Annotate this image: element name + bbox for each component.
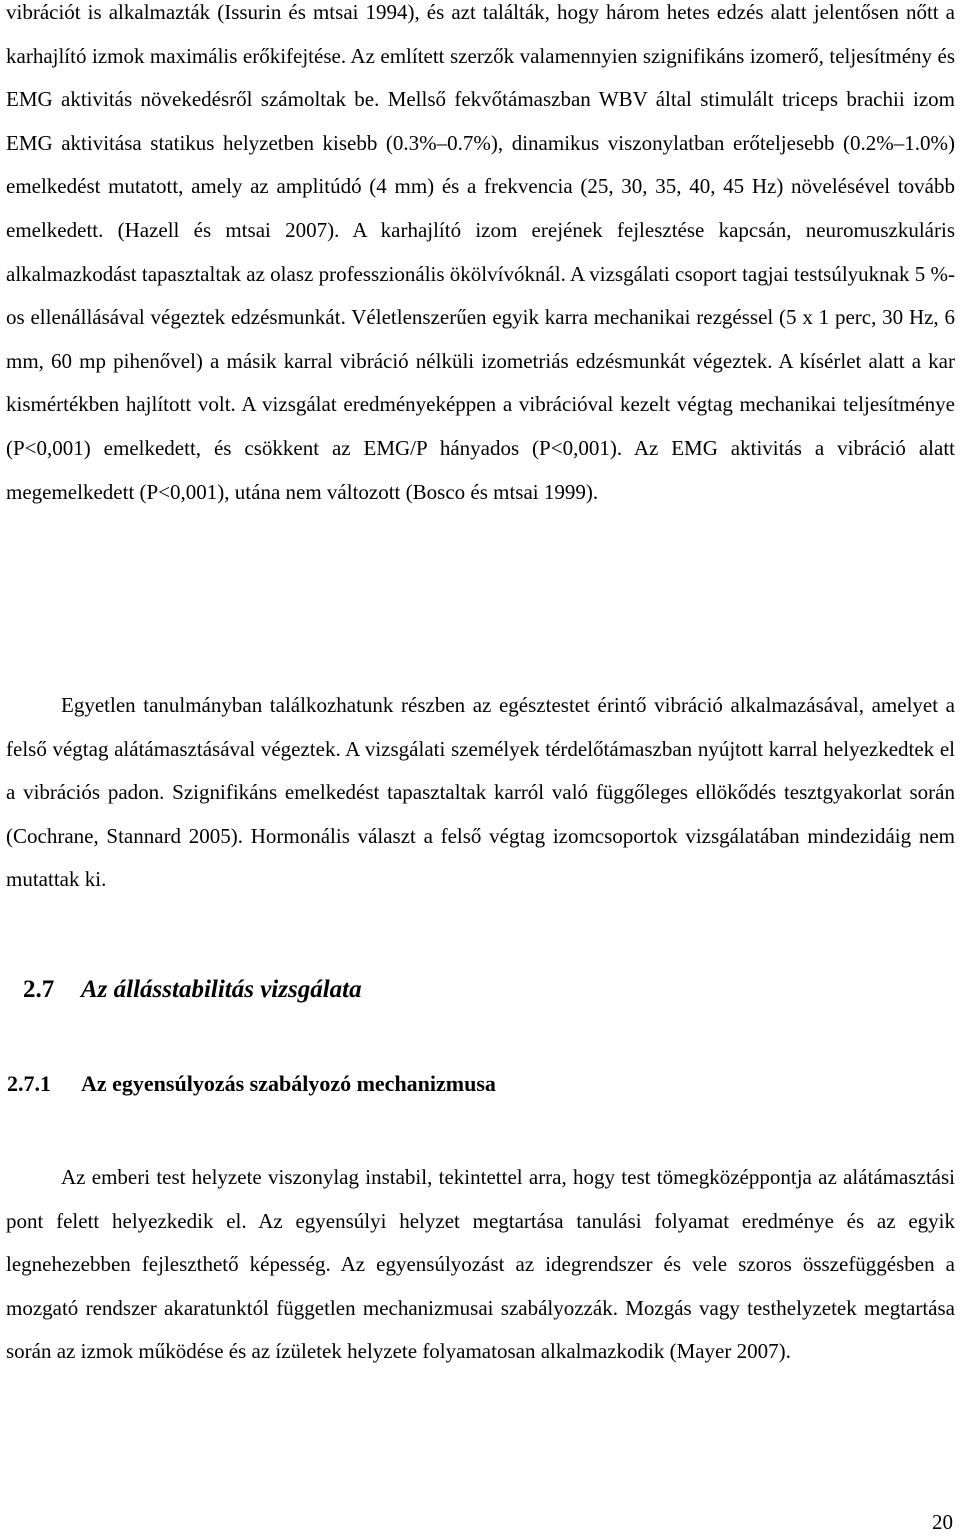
section-number: 2.7 [23,976,55,1003]
subsection-heading [7,1071,496,1097]
subsection-number: 2.7.1 [7,1071,51,1096]
body-paragraph-vibration-studies: vibrációt is alkalmazták (Issurin és mtsai 1994), és azt találták, hogy három hetes edzés alatt jelentősen nőtt a karhajlító izmok maximális erőkifejtése. Az említett szerzők valamennyien szignifikáns izomerő, teljesítmény és EMG aktivitás növekedésről számoltak be. Mellső fekvőtámaszban WBV által stimulált triceps brachii izom EMG aktivitása statikus helyzetben kisebb (0.3%–0.7%), dinamikus viszonylatban erőteljesebb (0.2%–1.0%) emelkedést mutatott, amely az amplitúdó (4 mm) és a frekvencia (25, 30, 35, 40, 45 Hz) növelésével tovább emelkedett. (Hazell és mtsai 2007). A karhajlító izom erejének fejlesztése kapcsán, neuromuszkuláris alkalmazkodást tapasztaltak az olasz professzionális ökölvívóknál. A vizsgálati csoport tagjai testsúlyuknak 5 %-os ellenállásával végeztek edzésmunkát. Véletlenszerűen egyik karra mechanikai rezgéssel (5 x 1 perc, 30 Hz, 6 mm, 60 mp pihenővel) a másik karral vibráció nélküli izometriás edzésmunkát végeztek. A kísérlet alatt a kar kismértékben hajlított volt. A vizsgálat eredményeképpen a vibrációval kezelt végtag mechanikai teljesítménye (P<0,001) emelkedett, és csökkent az EMG/P hányados (P<0,001). Az EMG aktivitás a vibráció alatt megemelkedett (P<0,001), utána nem változott (Bosco és mtsai 1999). [6,0,955,504]
body-paragraph-upper-limb-study: Egyetlen tanulmányban találkozhatunk részben az egésztestet érintő vibráció alkalmazásával, amelyet a felső végtag alátámasztásával végeztek. A vizsgálati személyek térdelőtámaszban nyújtott karral helyezkedtek el a vibrációs padon. Szignifikáns emelkedést tapasztaltak karról való függőleges ellökődés tesztgyakorlat során (Cochrane, Stannard 2005). Hormonális választ a felső végtag izomcsoportok vizsgálatában mindezidáig nem mutattak ki. [6,693,955,891]
section-title: Az állásstabilitás vizsgálata [81,976,362,1003]
page-number: 20 [932,1510,953,1534]
body-paragraph-balance-mechanism: Az emberi test helyzete viszonylag instabil, tekintettel arra, hogy test tömegközéppontja az alátámasztási pont felett helyezkedik el. Az egyensúlyi helyzet megtartása tanulási folyamat eredménye és az egyik legnehezebben fejleszthető képesség. Az egyensúlyozást az idegrendszer és vele szoros összefüggésben a mozgató rendszer akaratunktól független mechanizmusai szabályozzák. Mozgás vagy testhelyzetek megtartása során az izmok működése és az ízületek helyzete folyamatosan alkalmazkodik (Mayer 2007). [6,1165,955,1363]
section-heading [7,976,362,1004]
subsection-title: Az egyensúlyozás szabályozó mechanizmusa [81,1071,496,1096]
